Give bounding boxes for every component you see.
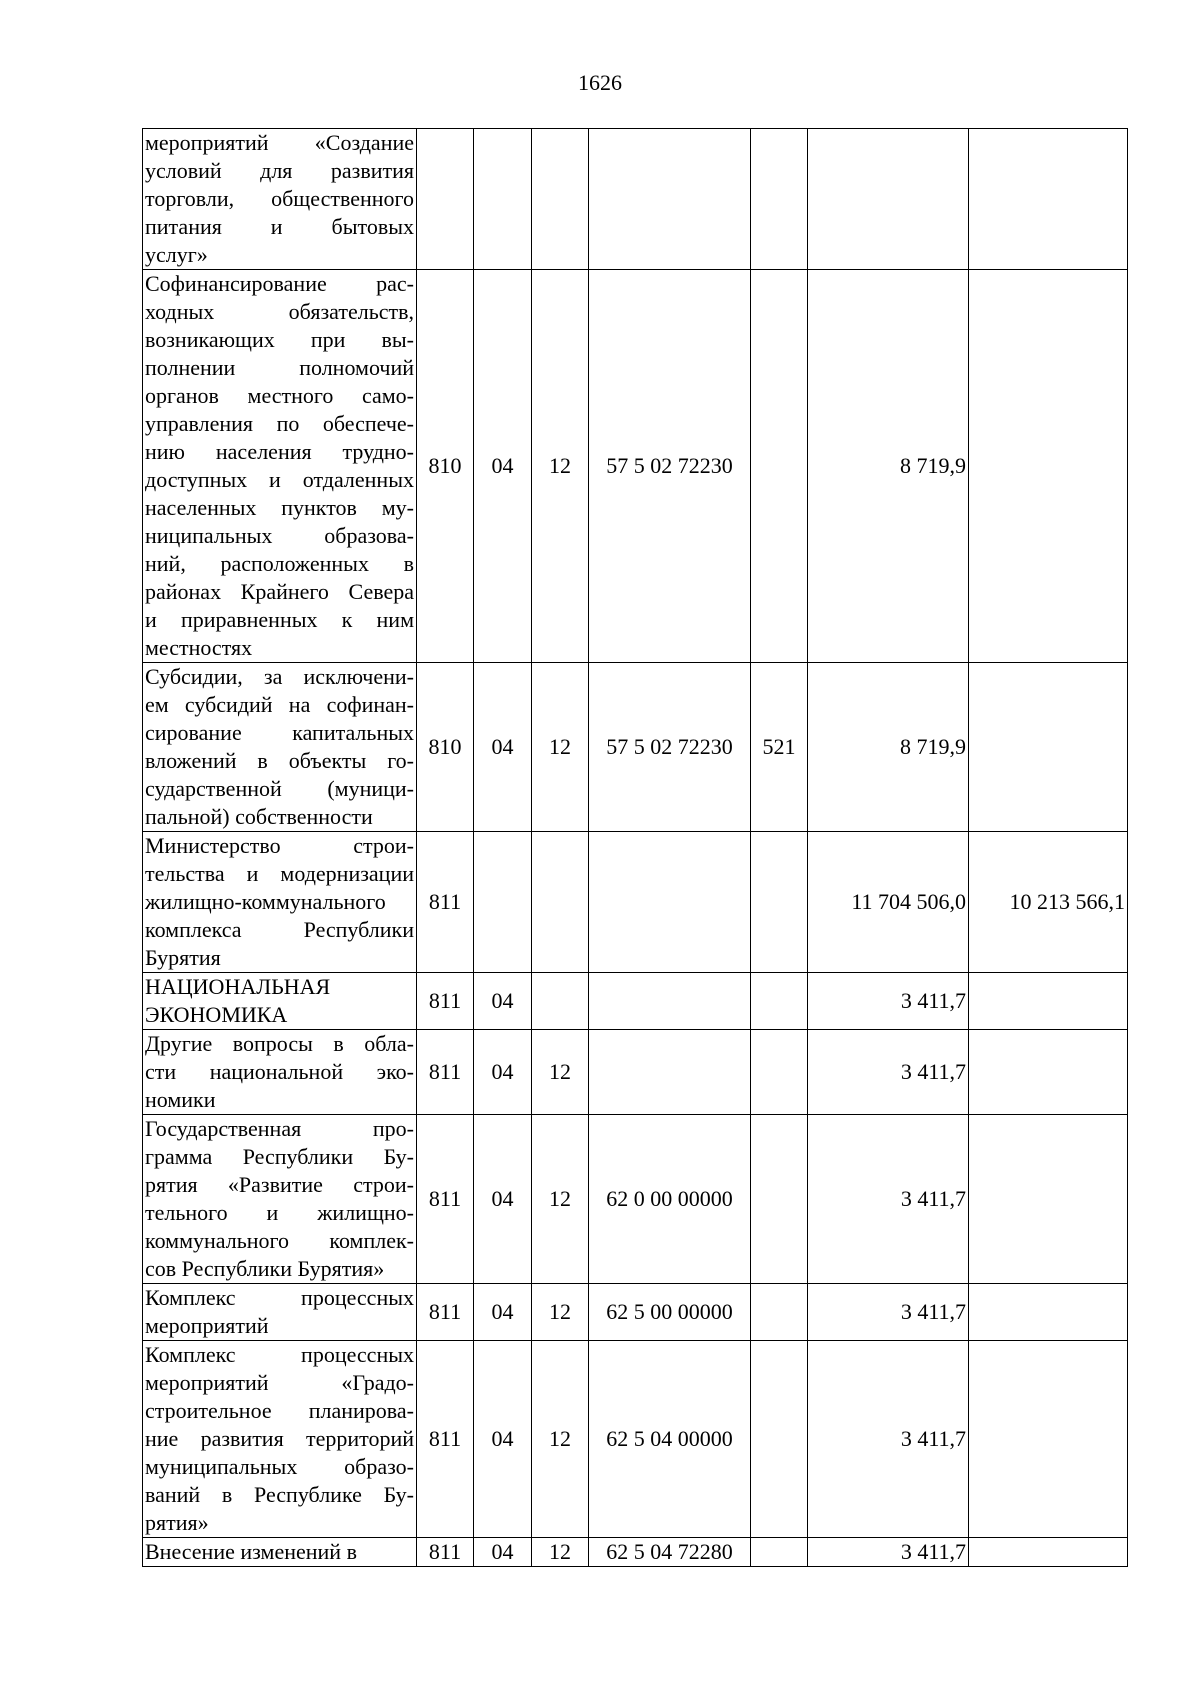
cell-subsection: 12	[532, 1284, 589, 1341]
description-line: сирование капитальных	[145, 720, 414, 745]
description-line: НАЦИОНАЛЬНАЯ	[145, 974, 331, 999]
description-line: сударственной (муници-	[145, 776, 414, 801]
budget-table	[142, 128, 1128, 1567]
description-line: и приравненных к ним	[145, 607, 414, 632]
cell-section	[474, 129, 532, 270]
cell-section: 04	[474, 1115, 532, 1284]
description-line: ем субсидий на софинан-	[145, 692, 414, 717]
cell-description	[143, 1115, 417, 1284]
description-line: органов местного само-	[145, 383, 414, 408]
description-line: Бурятия	[145, 945, 221, 970]
cell-sum-1	[808, 129, 969, 270]
description-line: Министерство строи-	[145, 833, 414, 858]
description-line: нию населения трудно-	[145, 439, 414, 464]
cell-subsection: 12	[532, 663, 589, 832]
cell-sum-2	[969, 1341, 1128, 1538]
description-line: полнении полномочий	[145, 355, 414, 380]
table-row	[143, 1341, 1128, 1538]
description-line: рятия «Развитие строи-	[145, 1172, 414, 1197]
table-row	[143, 129, 1128, 270]
description-line: Субсидии, за исключени-	[145, 664, 414, 689]
cell-target-article	[589, 129, 751, 270]
table-body	[143, 129, 1128, 1567]
cell-expense-type: 521	[751, 663, 808, 832]
cell-section: 04	[474, 973, 532, 1030]
cell-target-article	[589, 1030, 751, 1115]
cell-target-article	[589, 832, 751, 973]
cell-grbs: 810	[417, 663, 474, 832]
cell-grbs: 811	[417, 1284, 474, 1341]
description-line: управления по обеспече-	[145, 411, 414, 436]
cell-subsection	[532, 129, 589, 270]
cell-subsection: 12	[532, 1030, 589, 1115]
cell-sum-2	[969, 270, 1128, 663]
cell-expense-type	[751, 129, 808, 270]
description-line: мероприятий	[145, 1313, 269, 1338]
description-line: услуг»	[145, 242, 208, 267]
cell-sum-1: 3 411,7	[808, 1115, 969, 1284]
cell-target-article	[589, 973, 751, 1030]
cell-grbs: 811	[417, 1341, 474, 1538]
description-line: ЭКОНОМИКА	[145, 1002, 288, 1027]
cell-sum-1: 3 411,7	[808, 1341, 969, 1538]
cell-target-article: 57 5 02 72230	[589, 270, 751, 663]
cell-sum-2	[969, 129, 1128, 270]
table-row	[143, 663, 1128, 832]
cell-grbs: 810	[417, 270, 474, 663]
description-line: местностях	[145, 635, 253, 660]
cell-section: 04	[474, 1538, 532, 1567]
cell-sum-1: 3 411,7	[808, 973, 969, 1030]
table-row	[143, 832, 1128, 973]
cell-description	[143, 832, 417, 973]
description-line: населенных пунктов му-	[145, 495, 414, 520]
cell-grbs: 811	[417, 1030, 474, 1115]
description-line: сти национальной эко-	[145, 1059, 414, 1084]
description-line: пальной) собственности	[145, 804, 373, 829]
cell-sum-1: 8 719,9	[808, 270, 969, 663]
cell-sum-2	[969, 1284, 1128, 1341]
description-line: возникающих при вы-	[145, 327, 414, 352]
description-line: Комплекс процессных	[145, 1285, 414, 1310]
description-line: вложений в объекты го-	[145, 748, 414, 773]
cell-sum-2: 10 213 566,1	[969, 832, 1128, 973]
page-number: 1626	[578, 70, 622, 95]
table-row	[143, 270, 1128, 663]
description-line: муниципальных образо-	[145, 1454, 414, 1479]
description-line: Комплекс процессных	[145, 1342, 414, 1367]
description-line: Государственная про-	[145, 1116, 414, 1141]
cell-target-article: 62 5 00 00000	[589, 1284, 751, 1341]
cell-target-article: 62 5 04 72280	[589, 1538, 751, 1567]
table-row	[143, 1030, 1128, 1115]
cell-sum-1: 8 719,9	[808, 663, 969, 832]
cell-grbs: 811	[417, 1538, 474, 1567]
description-line: условий для развития	[145, 158, 414, 183]
cell-expense-type	[751, 973, 808, 1030]
cell-description	[143, 1538, 417, 1567]
cell-description	[143, 270, 417, 663]
cell-expense-type	[751, 270, 808, 663]
description-line: сов Республики Бурятия»	[145, 1256, 385, 1281]
cell-subsection: 12	[532, 1115, 589, 1284]
description-line: номики	[145, 1087, 216, 1112]
cell-target-article: 62 0 00 00000	[589, 1115, 751, 1284]
description-line: коммунального комплек-	[145, 1228, 414, 1253]
description-line: жилищно-коммунального	[145, 889, 386, 914]
cell-expense-type	[751, 1341, 808, 1538]
cell-expense-type	[751, 1030, 808, 1115]
cell-section: 04	[474, 1341, 532, 1538]
cell-description	[143, 973, 417, 1030]
cell-expense-type	[751, 1538, 808, 1567]
cell-subsection	[532, 973, 589, 1030]
cell-sum-2	[969, 1115, 1128, 1284]
cell-subsection: 12	[532, 1341, 589, 1538]
description-line: Софинансирование рас-	[145, 271, 414, 296]
cell-grbs	[417, 129, 474, 270]
cell-sum-2	[969, 973, 1128, 1030]
cell-description	[143, 1284, 417, 1341]
cell-subsection: 12	[532, 1538, 589, 1567]
description-line: комплекса Республики	[145, 917, 414, 942]
description-line: грамма Республики Бу-	[145, 1144, 414, 1169]
description-line: доступных и отдаленных	[145, 467, 414, 492]
description-line: мероприятий «Создание	[145, 130, 414, 155]
description-line: районах Крайнего Севера	[145, 579, 414, 604]
cell-grbs: 811	[417, 1115, 474, 1284]
description-line: Другие вопросы в обла-	[145, 1031, 414, 1056]
cell-section: 04	[474, 270, 532, 663]
cell-expense-type	[751, 1115, 808, 1284]
cell-sum-1: 11 704 506,0	[808, 832, 969, 973]
description-line: Внесение изменений в	[145, 1539, 357, 1564]
table-row	[143, 973, 1128, 1030]
cell-subsection	[532, 832, 589, 973]
cell-sum-2	[969, 663, 1128, 832]
cell-grbs: 811	[417, 973, 474, 1030]
description-line: ваний в Республике Бу-	[145, 1482, 414, 1507]
cell-description	[143, 663, 417, 832]
cell-section: 04	[474, 1284, 532, 1341]
cell-sum-1: 3 411,7	[808, 1284, 969, 1341]
table-row	[143, 1115, 1128, 1284]
description-line: строительное планирова-	[145, 1398, 414, 1423]
description-line: ходных обязательств,	[145, 299, 414, 324]
description-line: рятия»	[145, 1510, 209, 1535]
cell-expense-type	[751, 832, 808, 973]
cell-expense-type	[751, 1284, 808, 1341]
cell-sum-2	[969, 1538, 1128, 1567]
cell-description	[143, 129, 417, 270]
description-line: ние развития территорий	[145, 1426, 414, 1451]
description-line: ний, расположенных в	[145, 551, 414, 576]
cell-sum-1: 3 411,7	[808, 1030, 969, 1115]
table-row	[143, 1538, 1128, 1567]
description-line: питания и бытовых	[145, 214, 414, 239]
description-line: мероприятий «Градо-	[145, 1370, 414, 1395]
cell-grbs: 811	[417, 832, 474, 973]
cell-section: 04	[474, 1030, 532, 1115]
cell-description	[143, 1030, 417, 1115]
description-line: тельства и модернизации	[145, 861, 414, 886]
cell-sum-1: 3 411,7	[808, 1538, 969, 1567]
description-line: тельного и жилищно-	[145, 1200, 414, 1225]
cell-subsection: 12	[532, 270, 589, 663]
cell-target-article: 62 5 04 00000	[589, 1341, 751, 1538]
table-row	[143, 1284, 1128, 1341]
cell-target-article: 57 5 02 72230	[589, 663, 751, 832]
cell-section	[474, 832, 532, 973]
description-line: торговли, общественного	[145, 186, 414, 211]
cell-section: 04	[474, 663, 532, 832]
description-line: ниципальных образова-	[145, 523, 414, 548]
cell-sum-2	[969, 1030, 1128, 1115]
cell-description	[143, 1341, 417, 1538]
